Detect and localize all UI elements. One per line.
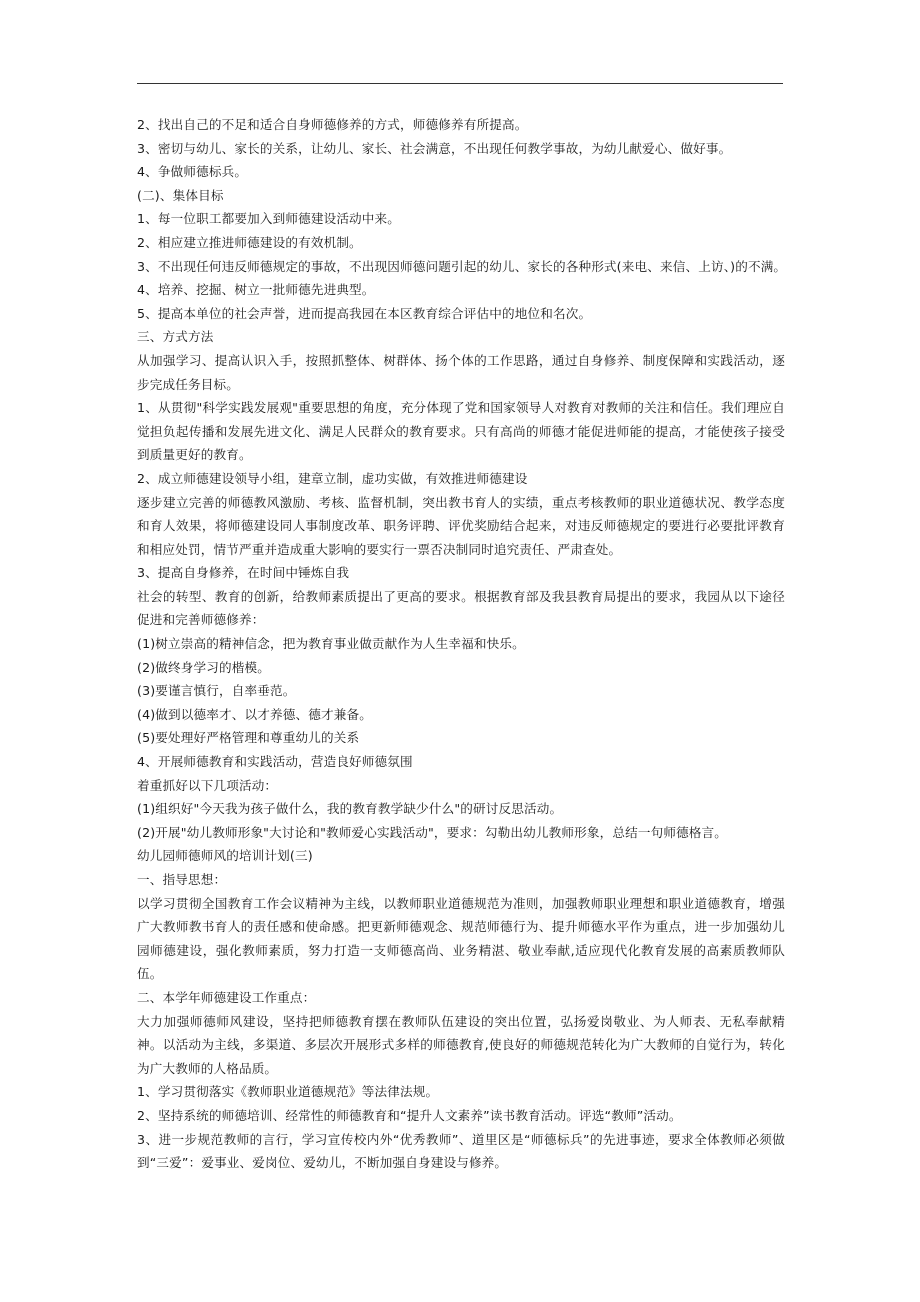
body-line: 4、争做师德标兵。 — [137, 164, 248, 180]
body-line: 4、开展师德教育和实践活动，营造良好师德氛围 — [137, 754, 413, 770]
body-paragraph: 3、进一步规范教师的言行，学习宣传校内外“优秀教师”、道里区是“师德标兵”的先进事迹，要求全体教师必须做到“三爱”：爱事业、爱岗位、爱幼儿，不断加强自身建设与修养。 — [137, 1131, 785, 1171]
body-line: 2、成立师德建设领导小组，建章立制，虚功实做，有效推进师德建设 — [137, 470, 528, 486]
body-line: (3)要谨言慎行，自率垂范。 — [137, 683, 296, 699]
body-line: 2、找出自己的不足和适合自身师德修养的方式，师德修养有所提高。 — [137, 117, 528, 132]
body-line: 3、不出现任何违反师德规定的事故，不出现因师德问题引起的幼儿、家长的各种形式(来电、来信、上访、)的不满。 — [137, 258, 787, 274]
body-line: (2)开展"幼儿教师形象"大讨论和"教师爱心实践活动"，要求：勾勒出幼儿教师形象，总结一句师德格言。 — [137, 824, 728, 840]
body-line: (5)要处理好严格管理和尊重幼儿的关系 — [137, 730, 360, 746]
body-line: 3、提高自身修养，在时间中锤炼自我 — [137, 565, 350, 581]
body-line: 2、相应建立推进师德建设的有效机制。 — [137, 234, 362, 250]
body-line: 三、方式方法 — [137, 329, 214, 345]
document-body — [137, 113, 785, 1175]
body-paragraph: 社会的转型、教育的创新，给教师素质提出了更高的要求。根据教育部及我县教育局提出的要求，我园从以下途径促进和完善师德修养： — [137, 588, 785, 628]
body-paragraph: 从加强学习、提高认识入手，按照抓整体、树群体、扬个体的工作思路，通过自身修养、制度保障和实践活动，逐步完成任务目标。 — [137, 352, 785, 392]
body-line: 5、提高本单位的社会声誉，进而提高我园在本区教育综合评估中的地位和名次。 — [137, 305, 592, 321]
body-line: 2、坚持系统的师德培训、经常性的师德教育和“提升人文素养”读书教育活动。评选“教师”活动。 — [137, 1107, 682, 1123]
body-line: 1、每一位职工都要加入到师德建设活动中来。 — [137, 211, 401, 227]
body-line: (4)做到以德率才、以才养德、德才兼备。 — [137, 706, 372, 722]
body-paragraph: 1、从贯彻"科学实践发展观"重要思想的角度，充分体现了党和国家领导人对教育对教师的关注和信任。我们理应自觉担负起传播和发展先进文化、满足人民群众的教育要求。只有高尚的师德才能促进师能的提高，才能使孩子接受到质量更好的教育。 — [137, 400, 785, 463]
body-line: 幼儿园师德师风的培训计划(三) — [137, 848, 313, 864]
body-line: 一、指导思想： — [137, 872, 227, 887]
header-rule — [137, 83, 783, 84]
body-line: 4、培养、挖掘、树立一批师德先进典型。 — [137, 282, 375, 298]
body-line: (1)树立崇高的精神信念，把为教育事业做贡献作为人生幸福和快乐。 — [137, 636, 525, 652]
body-paragraph: 以学习贯彻全国教育工作会议精神为主线，以教师职业道德规范为准则，加强教师职业理想和职业道德教育，增强广大教师教书育人的责任感和使命感。把更新师德观念、规范师德行为、提升师德水平作为重点，进一步加强幼儿园师德建设，强化教师素质，努力打造一支师德高尚、业务精湛、敬业奉献,适应现代化教育发展的高素质教师队伍。 — [137, 895, 785, 982]
body-line: 着重抓好以下几项活动： — [137, 777, 278, 793]
body-paragraph: 大力加强师德师风建设，坚持把师德教育摆在教师队伍建设的突出位置，弘扬爱岗敬业、为人师表、无私奉献精神。以活动为主线，多渠道、多层次开展形式多样的师德教育,使良好的师德规范转化为广大教师的自觉行为，转化为广大教师的人格品质。 — [137, 1013, 785, 1076]
body-line: (二)、集体目标 — [137, 187, 224, 203]
body-line: 1、学习贯彻落实《教师职业道德规范》等法律法规。 — [137, 1084, 439, 1100]
body-paragraph: 逐步建立完善的师德教风激励、考核、监督机制，突出教书育人的实绩，重点考核教师的职业道德状况、教学态度和育人效果，将师德建设同人事制度改革、职务评聘、评优奖励结合起来，对违反师德规定的要进行必要批评教育和相应处罚，情节严重并造成重大影响的要实行一票否决制同时追究责任、严肃查处。 — [137, 494, 785, 557]
body-line: 3、密切与幼儿、家长的关系，让幼儿、家长、社会满意，不出现任何教学事故，为幼儿献爱心、做好事。 — [137, 140, 732, 156]
body-line: (1)组织好"今天我为孩子做什么，我的教育教学缺少什么"的研讨反思活动。 — [137, 801, 563, 817]
body-line: (2)做终身学习的楷模。 — [137, 659, 270, 675]
body-line: 二、本学年师德建设工作重点： — [137, 989, 316, 1005]
